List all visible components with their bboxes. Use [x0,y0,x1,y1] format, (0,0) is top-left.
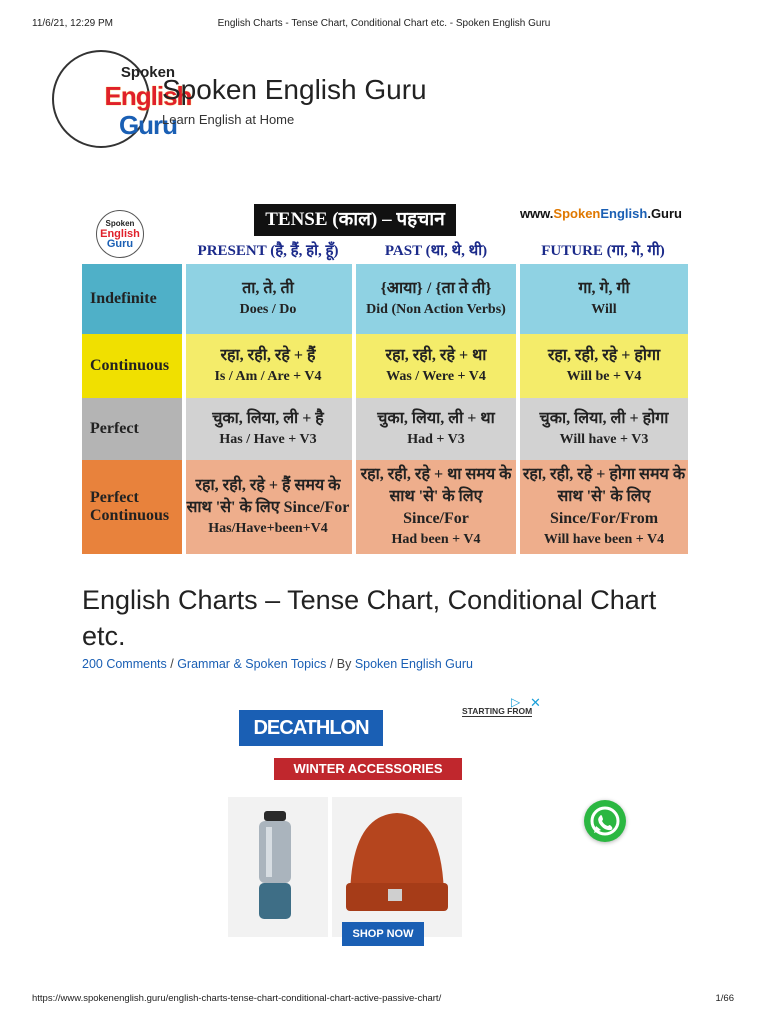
row-label: Continuous [82,334,182,398]
row-label: Indefinite [82,264,182,334]
cell-hindi: गा, गे, गी [578,280,630,297]
logo-line-english: English [104,81,192,111]
cell-past [356,334,516,398]
row-continuous [82,334,688,398]
comments-link[interactable]: 200 Comments [82,657,167,671]
category-link[interactable]: Grammar & Spoken Topics [177,657,327,671]
row-label: Perfect [82,398,182,460]
column-future: FUTURE (गा, गे, गी) [541,243,665,259]
cell-hindi: चुका, लिया, ली + है [212,410,324,427]
url-spoken: Spoken [553,206,601,221]
cell-english: Has / Have + V3 [219,432,317,447]
print-doc-title: English Charts - Tense Chart, Conditional Chart etc. - Spoken English Guru [217,18,551,29]
cell-english: Has/Have+been+V4 [208,521,328,536]
print-page-number: 1/66 [715,993,734,1004]
row-indefinite [82,264,688,334]
cell-present [184,398,352,460]
column-divider [352,264,356,554]
cell-hindi: रहा, रही, रहे + था [385,347,487,364]
close-icon[interactable]: ✕ [530,695,541,710]
cell-present [184,264,352,334]
ad-starting-from: STARTING FROM [462,706,533,716]
cell-present [184,460,352,554]
print-url: https://www.spokenenglish.guru/english-charts-tense-chart-conditional-chart-active-passive-chart/ [32,993,442,1004]
post-meta [82,657,473,671]
cell-english: Will have + V3 [559,432,649,447]
cell-hindi: रहा, रही, रहे + हैं समय के साथ 'से' के लिए Since/For [186,477,350,516]
cell-english: Does / Do [239,302,297,317]
cell-future [520,398,688,460]
cell-future [520,264,688,334]
column-present: PRESENT (है, हैं, हो, हूँ) [197,243,339,259]
cell-hindi: रहा, रही, रहे + होगा [547,347,661,364]
cell-hindi: चुका, लिया, ली + होगा [539,410,669,427]
cell-future [520,334,688,398]
meta-by: / By [326,657,355,671]
cell-hindi: रहा, रही, रहे + था समय के साथ 'से' के लिए Since/For [360,466,512,527]
url-english: English [600,206,648,221]
logo-line-spoken: Spoken [120,64,176,81]
tense-chart-image [82,200,688,554]
url-prefix: www. [519,206,554,221]
cell-present [184,334,352,398]
column-divider [182,264,186,554]
ad-shop-now-button[interactable]: SHOP NOW [342,922,424,946]
adchoices-icon[interactable]: ▷ [511,695,521,709]
ad-product-hat[interactable] [332,797,462,937]
beanie-image [332,797,462,937]
whatsapp-icon[interactable] [584,800,626,842]
cell-hindi: रहा, रही, रहे + होगा समय के साथ 'से' के लिए Since/For/From [522,466,686,527]
chart-logo-spoken: Spoken [105,219,135,228]
cell-english: Did (Non Action Verbs) [366,302,506,317]
cell-past [356,264,516,334]
cell-hindi: {आया} / {ता ते ती} [380,280,492,297]
chart-heading: TENSE (काल) – पहचान [254,204,456,236]
author-link[interactable]: Spoken English Guru [354,657,473,671]
print-date: 11/6/21, 12:29 PM [32,18,113,29]
chart-logo-guru: Guru [106,238,134,250]
cell-future [520,460,688,554]
ad-brand[interactable]: DECATHLON [239,710,383,746]
column-divider [516,264,520,554]
cell-english: Will [591,302,617,317]
logo-line-guru: Guru [118,110,178,140]
cell-english: Will have been + V4 [543,532,665,547]
cell-english: Had been + V4 [391,532,481,547]
cell-past [356,460,516,554]
cell-english: Will be + V4 [566,369,642,384]
whatsapp-glyph [584,800,626,842]
ad-banner[interactable]: WINTER ACCESSORIES [274,758,462,780]
chart-logo [96,210,144,258]
cell-hindi: रहा, रही, रहे + हैं [220,347,316,364]
cell-english: Had + V3 [407,432,465,447]
row-perfect [82,398,688,460]
chart-logo-english: English [100,228,140,240]
column-past: PAST (था, थे, थी) [384,243,488,259]
bottle-image [228,797,328,937]
row-label: Perfect Continuous [82,460,182,554]
site-logo[interactable] [52,50,192,148]
advertisement[interactable] [228,695,542,965]
cell-hindi: चुका, लिया, ली + था [377,410,495,427]
ad-product-bottle[interactable] [228,797,328,937]
url-suffix: .Guru [647,206,682,221]
cell-hindi: ता, ते, ती [242,280,294,297]
cell-english: Was / Were + V4 [386,369,486,384]
cell-english: Is / Am / Are + V4 [214,369,322,384]
site-title[interactable]: Spoken English Guru [162,74,427,105]
meta-separator: / [166,657,178,671]
post-title: English Charts – Tense Chart, Conditional Chart etc. [82,585,657,651]
cell-past [356,398,516,460]
chart-site-url [520,206,682,221]
row-perfect-continuous [82,460,688,554]
site-tagline: Learn English at Home [162,112,295,127]
